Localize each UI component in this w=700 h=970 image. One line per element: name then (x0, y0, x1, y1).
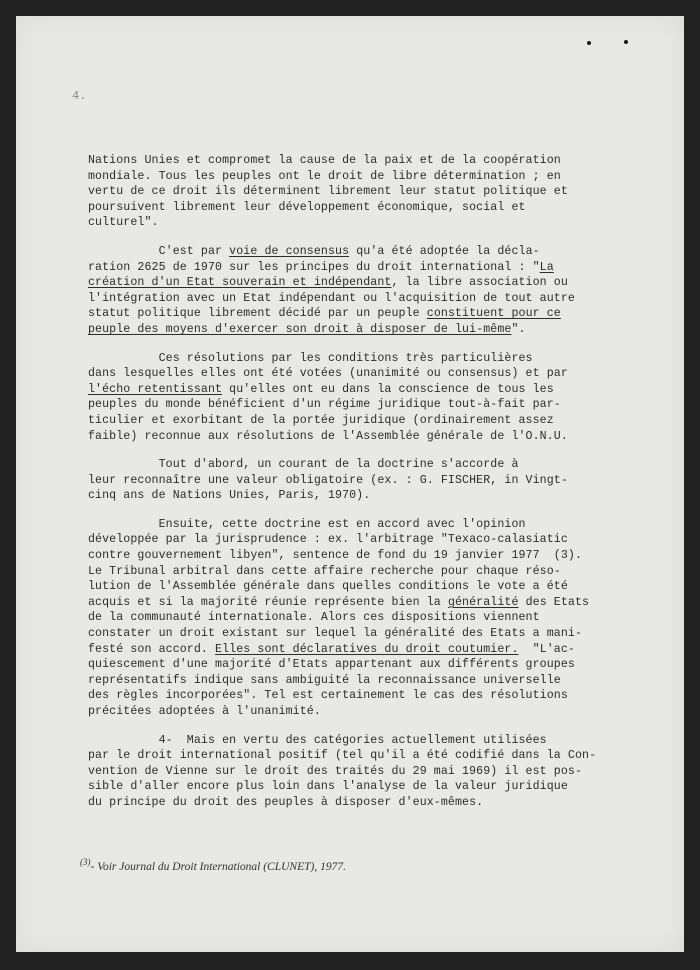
footnote-text: - Voir Journal du Droit International (CLUNET), 1977. (90, 861, 346, 873)
text-line (88, 153, 578, 169)
paragraph (88, 457, 578, 504)
text-line (88, 579, 578, 595)
text-line (88, 397, 578, 413)
underlined-text: création d'un Etat souverain et indépendant (88, 276, 392, 290)
text-segment: peuples du monde bénéficient d'un régime juridique tout-à-fait par- (88, 398, 561, 412)
text-segment: ration 2625 de 1970 sur les principes du droit international : " (88, 260, 540, 274)
paragraph (88, 244, 578, 338)
text-segment: constater un droit existant sur lequel la généralité des Etats a mani- (88, 627, 583, 641)
text-line (88, 429, 578, 445)
text-segment: lution de l'Assemblée générale dans quelles conditions le vote a été (88, 580, 568, 594)
text-line (88, 215, 578, 231)
punch-mark (587, 41, 591, 45)
text-segment: des règles incorporées". Tel est certainement le cas des résolutions (88, 689, 568, 703)
text-segment: ticulier et exorbitant de la portée juridique (ordinairement assez (88, 413, 554, 427)
text-line (88, 517, 578, 533)
text-segment: C'est par (88, 244, 230, 258)
text-segment: mondiale. Tous les peuples ont le droit de libre détermination ; en (88, 169, 561, 183)
text-line (88, 795, 578, 811)
text-line (88, 200, 578, 216)
document-page (16, 16, 684, 952)
text-segment: ". (511, 322, 526, 336)
text-segment: 4- Mais en vertu des catégories actuellement utilisées (88, 733, 547, 747)
text-line (88, 548, 583, 564)
text-line (88, 382, 578, 398)
text-segment: contre gouvernement libyen", sentence de fond du 19 janvier 1977 (3). (88, 549, 583, 563)
text-segment: cinq ans de Nations Unies, Paris, 1970). (88, 489, 371, 503)
text-segment: des Etats (518, 595, 590, 609)
text-segment: l'intégration avec un Etat indépendant ou l'acquisition de tout autre (88, 291, 575, 305)
text-segment: précitées adoptées à l'unanimité. (88, 705, 321, 718)
underlined-text: peuple des moyens d'exercer son droit à disposer de lui-même (88, 322, 512, 336)
text-segment: "L'ac- (518, 642, 575, 656)
text-segment: de la communauté internationale. Alors ces dispositions viennent (88, 611, 540, 625)
text-segment: statut politique librement décidé par un peuple (88, 307, 427, 321)
text-line (88, 779, 578, 795)
text-segment: Le Tribunal arbitral dans cette affaire recherche pour chaque réso- (88, 564, 561, 578)
text-segment: faible) reconnue aux résolutions de l'Assemblée générale de l'O.N.U. (88, 429, 568, 443)
text-line (88, 291, 578, 307)
text-segment: dans lesquelles elles ont été votées (unanimité ou consensus) et par (88, 367, 568, 381)
text-segment: quiescement d'une majorité d'Etats appartenant aux différents groupes (88, 658, 575, 672)
underlined-text: La (539, 260, 554, 274)
text-segment: acquis et si la majorité réunie représente bien la (88, 595, 448, 609)
text-line (88, 473, 578, 489)
text-segment: leur reconnaître une valeur obligatoire (ex. : G. FISCHER, in Vingt- (88, 473, 568, 487)
text-segment: vertu de ce droit ils déterminent librement leur statut politique et (88, 185, 568, 199)
text-segment: culturel". (88, 216, 159, 230)
text-line (88, 184, 578, 200)
text-line (88, 595, 590, 611)
text-line (88, 764, 583, 780)
text-line (88, 688, 578, 704)
page-number: 4. (72, 89, 87, 103)
text-segment: poursuivent librement leur développement économique, social et (88, 200, 526, 214)
text-segment: Ensuite, cette doctrine est en accord avec l'opinion (88, 517, 526, 531)
text-line (88, 733, 578, 749)
text-segment: Ces résolutions par les conditions très particulières (88, 351, 533, 365)
text-line (88, 748, 597, 764)
text-line (88, 244, 578, 260)
text-segment: vention de Vienne sur le droit des traités du 29 mai 1969) il est pos- (88, 764, 583, 778)
text-line (88, 260, 578, 276)
document-body (88, 153, 597, 824)
underlined-text: voie de consensus (229, 244, 350, 258)
underlined-text: généralité (447, 595, 519, 609)
text-line (88, 564, 578, 580)
text-line (88, 413, 578, 429)
paragraph (88, 517, 590, 720)
text-line (88, 169, 578, 185)
footnote-mark: (3) (80, 857, 91, 867)
underlined-text: l'écho retentissant (88, 382, 223, 396)
text-line (88, 610, 578, 626)
text-line (88, 642, 578, 658)
text-line (88, 366, 578, 382)
text-segment: du principe du droit des peuples à disposer d'eux-mêmes. (88, 795, 484, 809)
footnote (80, 857, 346, 873)
text-line (88, 306, 578, 322)
text-line (88, 351, 578, 367)
text-segment: développée par la jurisprudence : ex. l'arbitrage "Texaco-calasiatic (88, 533, 568, 547)
punch-mark (624, 40, 628, 44)
text-segment: représentatifs indique sans ambiguité la reconnaissance universelle (88, 673, 561, 687)
text-line (88, 657, 578, 673)
text-segment: qu'a été adoptée la décla- (349, 244, 540, 258)
text-line (88, 673, 578, 689)
text-line (88, 275, 578, 291)
paragraph (88, 733, 597, 811)
underlined-text: constituent pour ce (426, 307, 561, 321)
underlined-text: Elles sont déclaratives du droit coutumier. (215, 642, 519, 656)
text-segment: Nations Unies et compromet la cause de la paix et de la coopération (88, 154, 561, 167)
paragraph (88, 153, 578, 231)
text-segment: Tout d'abord, un courant de la doctrine s'accorde à (88, 458, 519, 472)
text-segment: , la libre association ou (391, 276, 568, 290)
text-segment: par le droit international positif (tel qu'il a été codifié dans la Con- (88, 749, 597, 763)
text-line (88, 532, 578, 548)
text-line (88, 457, 578, 473)
text-segment: festé son accord. (88, 642, 216, 656)
text-line (88, 704, 578, 720)
text-segment: sible d'aller encore plus loin dans l'analyse de la valeur juridique (88, 780, 568, 794)
text-line (88, 626, 583, 642)
paragraph (88, 351, 578, 445)
text-line (88, 322, 578, 338)
text-segment: qu'elles ont eu dans la conscience de tous les (222, 382, 554, 396)
text-line (88, 488, 578, 504)
